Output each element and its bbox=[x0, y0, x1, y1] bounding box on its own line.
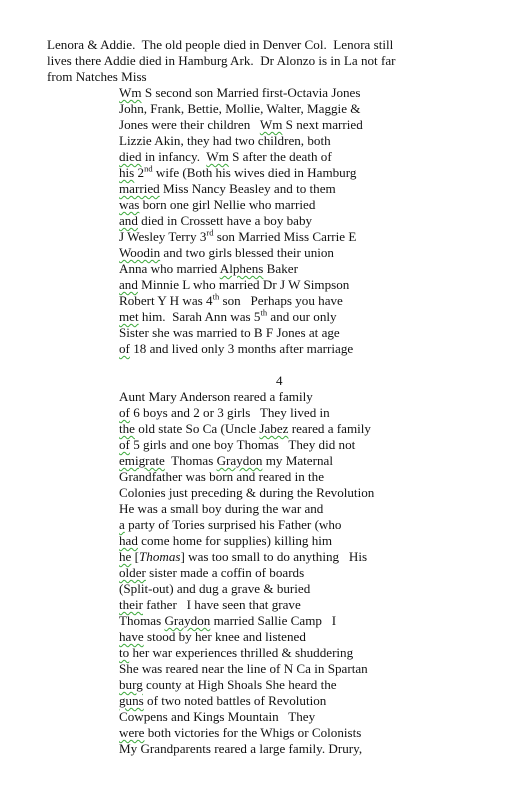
text-span: born one girl Nellie who married bbox=[139, 197, 316, 212]
text-line bbox=[119, 549, 367, 565]
flagged-word: met bbox=[119, 309, 139, 324]
text-line bbox=[119, 517, 341, 533]
flagged-word: died bbox=[119, 149, 142, 164]
intro-line bbox=[47, 53, 396, 69]
text-span: Sister she was married to B F Jones at age bbox=[119, 325, 340, 340]
text-span: son Perhaps you have bbox=[219, 293, 343, 308]
text-line bbox=[119, 645, 353, 661]
flagged-word: married bbox=[119, 181, 160, 196]
text-span: He was a small boy during the war and bbox=[119, 501, 324, 516]
superscript: th bbox=[260, 307, 268, 318]
intro-text-2: lives there Addie died in Hamburg Ark. Dr Alonzo is in La not far bbox=[47, 53, 396, 68]
text-span: Colonies just preceding & during the Revolution bbox=[119, 485, 375, 500]
text-span: Thomas bbox=[164, 453, 217, 468]
text-line bbox=[119, 405, 330, 421]
text-line bbox=[119, 101, 360, 117]
intro-text-3: from Natches Miss bbox=[47, 69, 147, 84]
text-line bbox=[119, 165, 356, 181]
text-line bbox=[119, 293, 343, 309]
flagged-word: Alphens bbox=[219, 261, 264, 276]
flagged-word: his bbox=[119, 165, 135, 180]
text-span: John, Frank, Bettie, Mollie, Walter, Maggie & bbox=[119, 101, 361, 116]
page-number: 4 bbox=[276, 373, 283, 388]
text-line bbox=[119, 677, 337, 693]
text-span: Minnie L who married Dr J W Simpson bbox=[137, 277, 350, 292]
abbrev-wm: Wm bbox=[206, 149, 229, 164]
text-span: sister made a coffin of boards bbox=[145, 565, 305, 580]
intro-line bbox=[47, 69, 147, 85]
superscript: th bbox=[212, 291, 220, 302]
text-line bbox=[119, 133, 331, 149]
text-span: come home for supplies) killing him bbox=[137, 533, 333, 548]
text-line bbox=[119, 741, 362, 757]
text-span: 18 and lived only 3 months after marriage bbox=[129, 341, 354, 356]
text-line bbox=[119, 581, 310, 597]
text-span: S next married bbox=[282, 117, 363, 132]
text-span: Grandfather was born and reared in the bbox=[119, 469, 325, 484]
text-span: of two noted battles of Revolution bbox=[143, 693, 327, 708]
text-span: reared a family bbox=[288, 421, 371, 436]
text-line bbox=[119, 197, 315, 213]
text-span: son Married Miss Carrie E bbox=[213, 229, 357, 244]
text-line bbox=[119, 213, 312, 229]
text-span: wife (Both his wives died in Hamburg bbox=[152, 165, 357, 180]
flagged-word: was bbox=[119, 197, 140, 212]
text-line bbox=[119, 149, 332, 165]
text-span: him. Sarah Ann was 5 bbox=[138, 309, 261, 324]
text-line bbox=[119, 245, 334, 261]
intro-text-1: Lenora & Addie. The old people died in Denver Col. Lenora still bbox=[47, 37, 394, 52]
text-span: father I have seen that grave bbox=[143, 597, 301, 612]
flagged-word: their bbox=[119, 597, 143, 612]
flagged-word: he bbox=[119, 549, 132, 564]
text-span: Jones were their children bbox=[119, 117, 260, 132]
text-span: old state So Ca (Uncle bbox=[135, 421, 260, 436]
flagged-word: Graydon bbox=[216, 453, 263, 468]
text-line bbox=[119, 453, 333, 469]
flagged-word: older bbox=[119, 565, 146, 580]
italic-name: Thomas bbox=[139, 549, 181, 564]
text-span: [ bbox=[131, 549, 139, 564]
flagged-word: the bbox=[119, 421, 135, 436]
text-line bbox=[119, 389, 313, 405]
flagged-word: of bbox=[119, 437, 130, 452]
text-span: Miss Nancy Beasley and to them bbox=[159, 181, 336, 196]
flagged-word: to bbox=[119, 645, 130, 660]
text-span: Baker bbox=[263, 261, 298, 276]
text-span: her war experiences thrilled & shuddering bbox=[129, 645, 354, 660]
text-span: 6 boys and 2 or 3 girls They lived in bbox=[129, 405, 330, 420]
flagged-word: a bbox=[119, 517, 125, 532]
text-line bbox=[119, 629, 306, 645]
flagged-word: emigrate bbox=[119, 453, 165, 468]
text-line bbox=[119, 85, 360, 101]
flagged-word: Graydon bbox=[164, 613, 211, 628]
flagged-word: had bbox=[119, 533, 138, 548]
text-line bbox=[119, 309, 337, 325]
text-line bbox=[119, 613, 336, 629]
flagged-word: were bbox=[119, 725, 145, 740]
text-span: 2 bbox=[134, 165, 145, 180]
flagged-word: of bbox=[119, 341, 130, 356]
text-span: died in Crossett have a boy baby bbox=[137, 213, 313, 228]
text-line bbox=[119, 181, 336, 197]
text-line bbox=[119, 229, 356, 245]
flagged-word: burg bbox=[119, 677, 143, 692]
text-span: S second son Married first-Octavia Jones bbox=[141, 85, 361, 100]
text-line bbox=[119, 725, 361, 741]
text-span: both victories for the Whigs or Colonists bbox=[144, 725, 362, 740]
text-span: county at High Shoals She heard the bbox=[142, 677, 337, 692]
text-span: J Wesley Terry 3 bbox=[119, 229, 207, 244]
text-line bbox=[119, 117, 363, 133]
text-span: ] was too small to do anything His bbox=[180, 549, 368, 564]
text-span: and two girls blessed their union bbox=[160, 245, 334, 260]
text-span: Anna who married bbox=[119, 261, 220, 276]
flagged-word: and bbox=[119, 277, 138, 292]
text-line bbox=[119, 565, 304, 581]
text-line bbox=[119, 341, 353, 357]
text-span: party of Tories surprised his Father (who bbox=[124, 517, 342, 532]
text-line bbox=[119, 277, 349, 293]
text-span: Cowpens and Kings Mountain They bbox=[119, 709, 316, 724]
text-span: (Split-out) and dug a grave & buried bbox=[119, 581, 311, 596]
abbrev-wm: Wm bbox=[259, 117, 283, 132]
text-span: My Grandparents reared a large family. Drury, bbox=[119, 741, 363, 756]
text-line bbox=[119, 709, 315, 725]
text-span: S after the death of bbox=[228, 149, 332, 164]
superscript: rd bbox=[206, 227, 214, 238]
text-line bbox=[119, 485, 374, 501]
flagged-word: Woodin bbox=[119, 245, 161, 260]
flagged-word: of bbox=[119, 405, 130, 420]
text-span: Robert Y H was 4 bbox=[119, 293, 213, 308]
flagged-word: have bbox=[119, 629, 144, 644]
text-span: and our only bbox=[267, 309, 337, 324]
text-span: Lizzie Akin, they had two children, both bbox=[119, 133, 331, 148]
text-span: in infancy. bbox=[141, 149, 207, 164]
text-line bbox=[119, 661, 368, 677]
text-line bbox=[119, 261, 298, 277]
text-span: 5 girls and one boy Thomas They did not bbox=[129, 437, 356, 452]
text-span: stood by her knee and listened bbox=[143, 629, 306, 644]
text-span: Aunt Mary Anderson reared a family bbox=[119, 389, 313, 404]
text-span: She was reared near the line of N Ca in Spartan bbox=[119, 661, 368, 676]
text-line bbox=[119, 501, 323, 517]
flagged-word: and bbox=[119, 213, 138, 228]
superscript: nd bbox=[144, 163, 153, 174]
text-span: Thomas bbox=[119, 613, 165, 628]
abbrev-wm: Wm bbox=[119, 85, 142, 100]
text-line bbox=[119, 693, 326, 709]
text-line bbox=[119, 325, 340, 341]
flagged-word: guns bbox=[119, 693, 144, 708]
text-span: my Maternal bbox=[262, 453, 333, 468]
text-line bbox=[119, 533, 332, 549]
text-line bbox=[119, 597, 301, 613]
text-line bbox=[119, 421, 371, 437]
flagged-word: Jabez bbox=[259, 421, 289, 436]
text-span: married Sallie Camp I bbox=[210, 613, 337, 628]
text-line bbox=[119, 469, 324, 485]
text-line bbox=[119, 437, 355, 453]
intro-line bbox=[47, 37, 393, 53]
